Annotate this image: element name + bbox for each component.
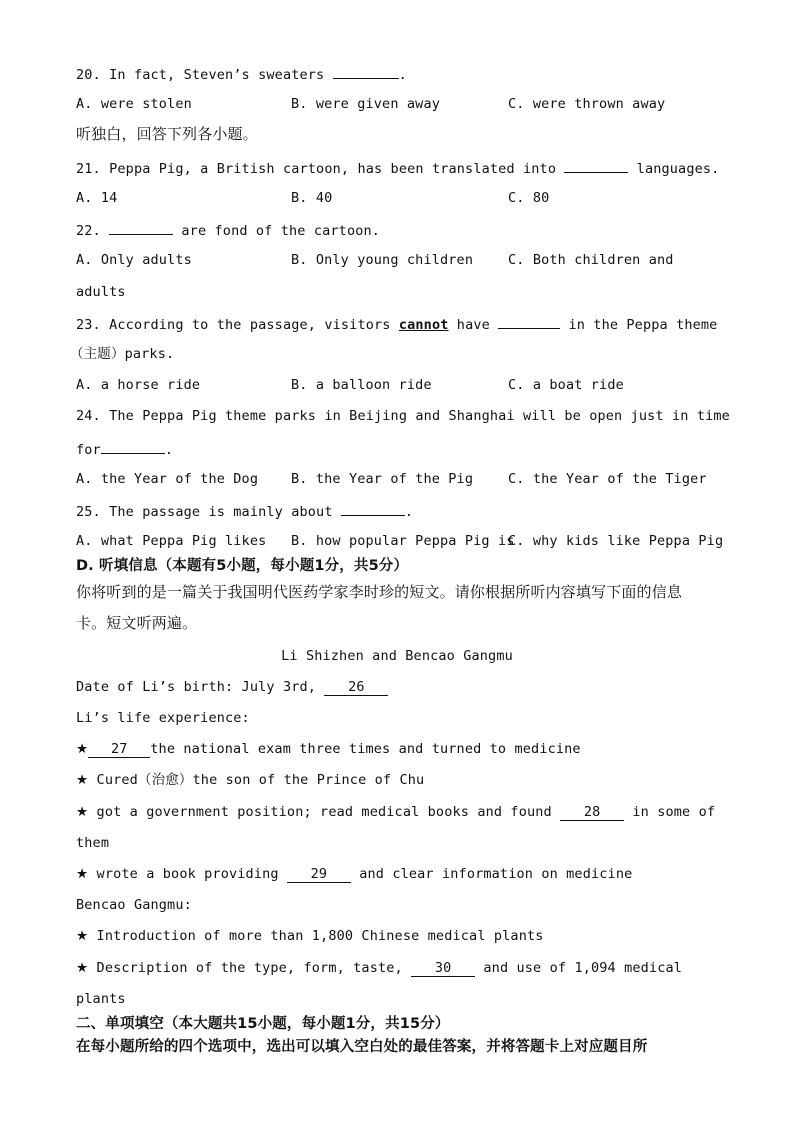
bencao-label: Bencao Gangmu: [76,897,192,913]
star-icon: ★ [76,804,89,820]
q21-option-a: A. 14 [76,190,118,206]
bencao-item-1: ★ Introduction of more than 1,800 Chinese medical plants [76,928,544,944]
q22-option-c: C. Both children and [508,252,674,268]
answer-blank [101,439,165,454]
section-2-heading: 二、单项填空（本大题共15小题，每小题1分，共15分） [76,1016,450,1032]
blank-27: 27 [88,742,150,758]
star-icon: ★ [76,960,89,976]
q23-option-b: B. a balloon ride [291,377,432,393]
question-20: 20. In fact, Steven’s sweaters . [76,64,407,84]
q20-option-a: A. were stolen [76,96,192,112]
blank-26: 26 [324,680,388,696]
section-d-instruction-continued: 卡。短文听两遍。 [76,614,198,632]
blank-28: 28 [560,805,624,821]
question-24: 24. The Peppa Pig theme parks in Beijing and Shanghai will be open just in time [76,408,730,424]
blank-30: 30 [411,961,475,977]
section-d-instruction: 你将听到的是一篇关于我国明代医药学家李时珍的短文。请你根据所听内容填写下面的信息 [76,583,683,601]
q23-option-a: A. a horse ride [76,377,201,393]
q22-option-c-continued: adults [76,284,126,300]
q23-option-c: C. a boat ride [508,377,624,393]
question-23-continued: （主题）parks. [70,346,175,362]
life-item-2: ★ Cured（治愈）the son of the Prince of Chu [76,772,425,788]
bencao-item-2: ★ Description of the type, form, taste, 30 and use of 1,094 medical [76,960,683,976]
q24-option-c: C. the Year of the Tiger [508,471,707,487]
star-icon: ★ [76,928,89,944]
q25-option-a: A. what Peppa Pig likes [76,533,267,549]
q21-option-b: B. 40 [291,190,333,206]
q21-option-c: C. 80 [508,190,550,206]
question-24-continued: for . [76,439,173,459]
q20-option-b: B. were given away [291,96,440,112]
q25-option-c: C. why kids like Peppa Pig [508,533,724,549]
answer-blank [341,501,405,516]
answer-blank [333,64,399,79]
blank-29: 29 [287,867,351,883]
star-icon: ★ [76,772,89,788]
section-d-heading: D. 听填信息（本题有5小题，每小题1分，共5分） [76,558,409,574]
q25-option-b: B. how popular Peppa Pig is [291,533,515,549]
answer-blank [498,314,560,329]
question-22: 22. are fond of the cartoon. [76,220,380,240]
star-icon: ★ [76,866,89,882]
q20-option-c: C. were thrown away [508,96,666,112]
q24-option-a: A. the Year of the Dog [76,471,259,487]
section-2-instruction: 在每小题所给的四个选项中，选出可以填入空白处的最佳答案，并将答题卡上对应题目所 [76,1039,648,1055]
q24-option-b: B. the Year of the Pig [291,471,474,487]
life-item-3-continued: them [76,835,110,851]
life-item-4: ★ wrote a book providing 29 and clear information on medicine [76,866,633,882]
life-item-1: ★ 27 the national exam three times and turned to medicine [76,741,581,757]
life-experience-label: Li’s life experience: [76,710,250,726]
info-card-title: Li Shizhen and Bencao Gangmu [281,648,513,664]
life-item-3: ★ got a government position; read medical books and found 28 in some of [76,804,716,820]
section-intro: 听独白，回答下列各小题。 [76,125,258,143]
q22-option-a: A. Only adults [76,252,192,268]
birth-date-line: Date of Li’s birth: July 3rd, 26 [76,678,388,696]
question-23: 23. According to the passage, visitors cannot have in the Peppa theme [76,314,717,334]
answer-blank [109,220,173,235]
star-icon: ★ [76,741,89,757]
q22-option-b: B. Only young children [291,252,474,268]
question-25: 25. The passage is mainly about . [76,501,413,521]
question-21: 21. Peppa Pig, a British cartoon, has been translated into languages. [76,158,719,178]
answer-blank [564,158,628,173]
emphasis-word: cannot [398,317,449,333]
bencao-item-2-continued: plants [76,991,126,1007]
